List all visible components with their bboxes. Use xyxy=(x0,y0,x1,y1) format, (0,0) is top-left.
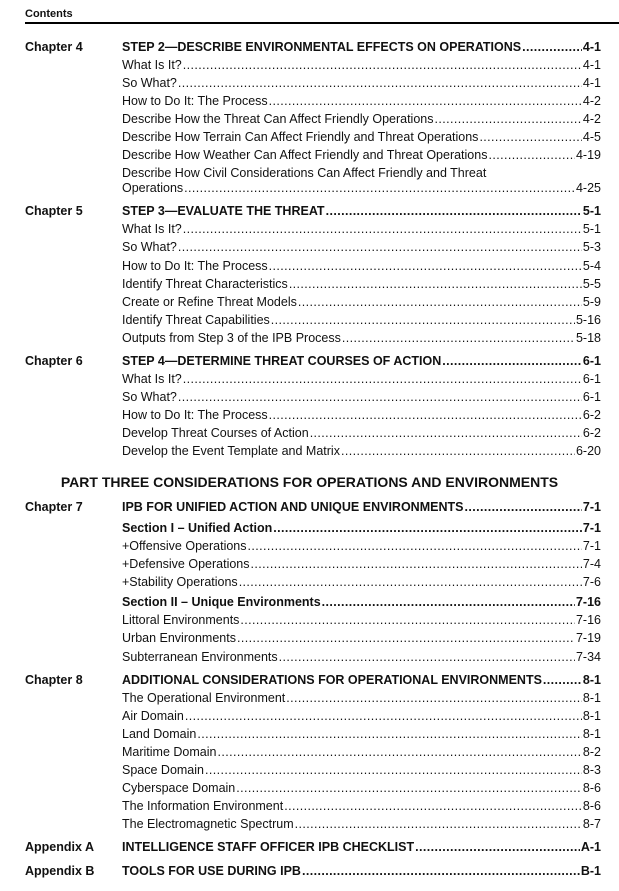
toc-entry-title: So What? xyxy=(122,76,177,90)
toc-entry[interactable] xyxy=(122,781,601,796)
toc-entry-title: Develop Threat Courses of Action xyxy=(122,426,309,440)
toc-entry-page: 8-2 xyxy=(582,745,601,759)
toc-entry-page: 4-1 xyxy=(582,76,601,90)
toc-entry-page: 5-1 xyxy=(582,204,601,218)
toc-entry-page: 8-7 xyxy=(582,817,601,831)
toc-entry-title: The Information Environment xyxy=(122,799,284,813)
dot-leader xyxy=(178,240,582,255)
toc-entry-page: 7-16 xyxy=(575,595,601,609)
dot-leader xyxy=(269,408,582,423)
toc-entry-page: 6-1 xyxy=(582,390,601,404)
toc-entry-title: Identify Threat Characteristics xyxy=(122,277,288,291)
running-header: Contents xyxy=(25,8,73,20)
toc-entry-chapter-8-title[interactable] xyxy=(122,673,601,688)
toc-entry[interactable] xyxy=(122,58,601,73)
toc-entry-page: 8-6 xyxy=(582,781,601,795)
toc-entry[interactable] xyxy=(122,372,601,387)
dot-leader xyxy=(271,313,575,328)
toc-entry-title: What Is It? xyxy=(122,222,182,236)
toc-entry-title: How to Do It: The Process xyxy=(122,259,268,273)
toc-entry-title: IPB FOR UNIFIED ACTION AND UNIQUE ENVIRONMENTS xyxy=(122,500,464,514)
dot-leader xyxy=(184,181,575,196)
toc-entry-appendix-a[interactable] xyxy=(122,840,601,855)
dot-leader xyxy=(326,204,582,219)
dot-leader xyxy=(273,521,582,536)
toc-entry-title: Identify Threat Capabilities xyxy=(122,313,270,327)
toc-entry[interactable] xyxy=(122,444,601,459)
toc-entry-page: 8-1 xyxy=(582,727,601,741)
dot-leader xyxy=(522,40,582,55)
toc-entry[interactable] xyxy=(122,613,601,628)
toc-entry[interactable] xyxy=(122,259,601,274)
dot-leader xyxy=(310,426,582,441)
dot-leader xyxy=(248,539,582,554)
dot-leader xyxy=(185,709,582,724)
part-three-heading: PART THREE CONSIDERATIONS FOR OPERATIONS AND ENVIRONMENTS xyxy=(60,474,559,490)
toc-entry[interactable] xyxy=(122,745,601,760)
dot-leader xyxy=(269,94,582,109)
dot-leader xyxy=(479,130,581,145)
dot-leader xyxy=(543,673,582,688)
toc-entry-page: 8-3 xyxy=(582,763,601,777)
toc-entry-page: 7-1 xyxy=(582,539,601,553)
toc-entry-chapter-6-title[interactable] xyxy=(122,354,601,369)
toc-entry[interactable] xyxy=(122,408,601,423)
toc-entry-page: 6-2 xyxy=(582,408,601,422)
chapter-6-label: Chapter 6 xyxy=(25,354,83,368)
dot-leader xyxy=(289,277,582,292)
dot-leader xyxy=(269,259,582,274)
toc-entry-page: 4-2 xyxy=(582,94,601,108)
chapter-5-label: Chapter 5 xyxy=(25,204,83,218)
toc-entry-page: 5-1 xyxy=(582,222,601,236)
toc-entry[interactable] xyxy=(122,130,601,145)
toc-entry-chapter-4-title[interactable] xyxy=(122,40,601,55)
toc-entry[interactable] xyxy=(122,650,601,665)
toc-entry-page: 6-20 xyxy=(575,444,601,458)
toc-entry-page: A-1 xyxy=(580,840,601,854)
dot-leader xyxy=(178,390,582,405)
toc-entry[interactable] xyxy=(122,727,601,742)
dot-leader xyxy=(183,222,582,237)
toc-entry[interactable] xyxy=(122,709,601,724)
toc-entry-page: 7-1 xyxy=(582,500,601,514)
toc-entry-title: Describe How the Threat Can Affect Friendly Operations xyxy=(122,112,434,126)
toc-entry-title: ADDITIONAL CONSIDERATIONS FOR OPERATIONAL ENVIRONMENTS xyxy=(122,673,542,687)
toc-entry-title: So What? xyxy=(122,240,177,254)
toc-entry-page: 8-1 xyxy=(582,709,601,723)
dot-leader xyxy=(415,840,580,855)
toc-entry-title: TOOLS FOR USE DURING IPB xyxy=(122,864,301,878)
toc-entry-page: B-1 xyxy=(580,864,601,878)
dot-leader xyxy=(286,691,582,706)
header-rule xyxy=(25,22,619,24)
dot-leader xyxy=(205,763,582,778)
toc-entry[interactable] xyxy=(122,631,601,646)
toc-entry-title: The Electromagnetic Spectrum xyxy=(122,817,294,831)
dot-leader xyxy=(341,444,575,459)
toc-entry-page: 7-6 xyxy=(582,575,601,589)
toc-entry[interactable] xyxy=(122,295,601,310)
toc-entry[interactable] xyxy=(122,763,601,778)
toc-entry-page: 7-34 xyxy=(575,650,601,664)
toc-entry-page: 5-3 xyxy=(582,240,601,254)
toc-entry-page: 5-5 xyxy=(582,277,601,291)
toc-entry-page: 8-6 xyxy=(582,799,601,813)
toc-entry-title: Littoral Environments xyxy=(122,613,240,627)
toc-entry-page: 4-19 xyxy=(575,148,601,162)
toc-entry-page: 7-19 xyxy=(575,631,601,645)
toc-entry-section-2[interactable] xyxy=(122,595,601,610)
toc-entry-page: 8-1 xyxy=(582,673,601,687)
dot-leader xyxy=(464,500,581,515)
toc-entry[interactable] xyxy=(122,313,601,328)
toc-entry-wrapped-line[interactable]: Describe How Civil Considerations Can Affect Friendly and Threat xyxy=(122,166,487,180)
toc-entry-title: Subterranean Environments xyxy=(122,650,278,664)
toc-entry-page: 4-5 xyxy=(582,130,601,144)
toc-entry[interactable] xyxy=(122,112,601,127)
dot-leader xyxy=(251,557,582,572)
toc-entry-page: 7-16 xyxy=(575,613,601,627)
toc-entry-title: STEP 2—DESCRIBE ENVIRONMENTAL EFFECTS ON OPERATIONS xyxy=(122,40,522,54)
dot-leader xyxy=(298,295,582,310)
toc-entry[interactable] xyxy=(122,240,601,255)
toc-entry[interactable] xyxy=(122,222,601,237)
toc-entry-title: Air Domain xyxy=(122,709,184,723)
dot-leader xyxy=(284,799,582,814)
toc-entry-title: Section II – Unique Environments xyxy=(122,595,321,609)
toc-entry-page: 8-1 xyxy=(582,691,601,705)
toc-entry[interactable] xyxy=(122,426,601,441)
dot-leader xyxy=(178,76,582,91)
dot-leader xyxy=(239,575,582,590)
toc-entry-title: Describe How Terrain Can Affect Friendly and Threat Operations xyxy=(122,130,479,144)
toc-entry[interactable] xyxy=(122,76,601,91)
toc-entry-title: STEP 3—EVALUATE THE THREAT xyxy=(122,204,325,218)
toc-entry-page: 4-1 xyxy=(582,58,601,72)
toc-entry-page: 5-4 xyxy=(582,259,601,273)
dot-leader xyxy=(236,781,582,796)
toc-entry-title: Develop the Event Template and Matrix xyxy=(122,444,340,458)
toc-entry-page: 5-18 xyxy=(575,331,601,345)
dot-leader xyxy=(237,631,575,646)
toc-entry-page: 7-4 xyxy=(582,557,601,571)
toc-entry-title: The Operational Environment xyxy=(122,691,286,705)
toc-entry[interactable] xyxy=(122,277,601,292)
toc-entry-title: STEP 4—DETERMINE THREAT COURSES OF ACTION xyxy=(122,354,442,368)
toc-entry-page: 5-16 xyxy=(575,313,601,327)
toc-entry-title: INTELLIGENCE STAFF OFFICER IPB CHECKLIST xyxy=(122,840,415,854)
toc-entry-page: 6-1 xyxy=(582,372,601,386)
toc-entry-title: What Is It? xyxy=(122,58,182,72)
dot-leader xyxy=(217,745,581,760)
toc-entry[interactable] xyxy=(122,181,601,196)
toc-entry-title: How to Do It: The Process xyxy=(122,94,268,108)
toc-entry[interactable] xyxy=(122,94,601,109)
toc-entry-title: Land Domain xyxy=(122,727,197,741)
toc-entry-title: Section I – Unified Action xyxy=(122,521,273,535)
toc-entry-title: Describe How Weather Can Affect Friendly and Threat Operations xyxy=(122,148,488,162)
appendix-a-label: Appendix A xyxy=(25,840,94,854)
toc-entry-title: +Offensive Operations xyxy=(122,539,247,553)
toc-entry-title: Operations xyxy=(122,181,184,195)
dot-leader xyxy=(442,354,582,369)
toc-entry[interactable] xyxy=(122,331,601,346)
chapter-8-label: Chapter 8 xyxy=(25,673,83,687)
toc-entry-title: +Stability Operations xyxy=(122,575,238,589)
toc-entry-title: What Is It? xyxy=(122,372,182,386)
toc-entry-page: 6-1 xyxy=(582,354,601,368)
chapter-4-label: Chapter 4 xyxy=(25,40,83,54)
toc-entry-title: So What? xyxy=(122,390,177,404)
toc-entry-title: Maritime Domain xyxy=(122,745,217,759)
dot-leader xyxy=(342,331,575,346)
chapter-7-label: Chapter 7 xyxy=(25,500,83,514)
toc-entry-page: 6-2 xyxy=(582,426,601,440)
dot-leader xyxy=(197,727,582,742)
dot-leader xyxy=(183,372,582,387)
dot-leader xyxy=(183,58,582,73)
dot-leader xyxy=(435,112,582,127)
dot-leader xyxy=(488,148,575,163)
toc-entry-section-1[interactable] xyxy=(122,521,601,536)
toc-entry-title: Space Domain xyxy=(122,763,204,777)
toc-entry-page: 4-1 xyxy=(582,40,601,54)
toc-entry-chapter-5-title[interactable] xyxy=(122,204,601,219)
toc-entry[interactable] xyxy=(122,691,601,706)
dot-leader xyxy=(240,613,575,628)
toc-entry-title: Urban Environments xyxy=(122,631,236,645)
toc-entry[interactable] xyxy=(122,575,601,590)
toc-entry[interactable] xyxy=(122,539,601,554)
appendix-b-label: Appendix B xyxy=(25,864,95,878)
toc-entry[interactable] xyxy=(122,148,601,163)
dot-leader xyxy=(302,864,580,879)
toc-entry-title: Cyberspace Domain xyxy=(122,781,236,795)
toc-entry-appendix-b[interactable] xyxy=(122,864,601,879)
dot-leader xyxy=(295,817,582,832)
toc-entry-page: 7-1 xyxy=(582,521,601,535)
toc-entry[interactable] xyxy=(122,557,601,572)
toc-entry-page: 5-9 xyxy=(582,295,601,309)
toc-entry-page: 4-2 xyxy=(582,112,601,126)
toc-entry-title: How to Do It: The Process xyxy=(122,408,268,422)
toc-entry-title: +Defensive Operations xyxy=(122,557,250,571)
toc-entry[interactable] xyxy=(122,390,601,405)
toc-entry-page: 4-25 xyxy=(575,181,601,195)
dot-leader xyxy=(322,595,575,610)
toc-entry[interactable] xyxy=(122,799,601,814)
toc-entry-chapter-7-title[interactable] xyxy=(122,500,601,515)
toc-entry-title: Outputs from Step 3 of the IPB Process xyxy=(122,331,341,345)
dot-leader xyxy=(279,650,575,665)
toc-entry-title: Create or Refine Threat Models xyxy=(122,295,297,309)
toc-entry[interactable] xyxy=(122,817,601,832)
